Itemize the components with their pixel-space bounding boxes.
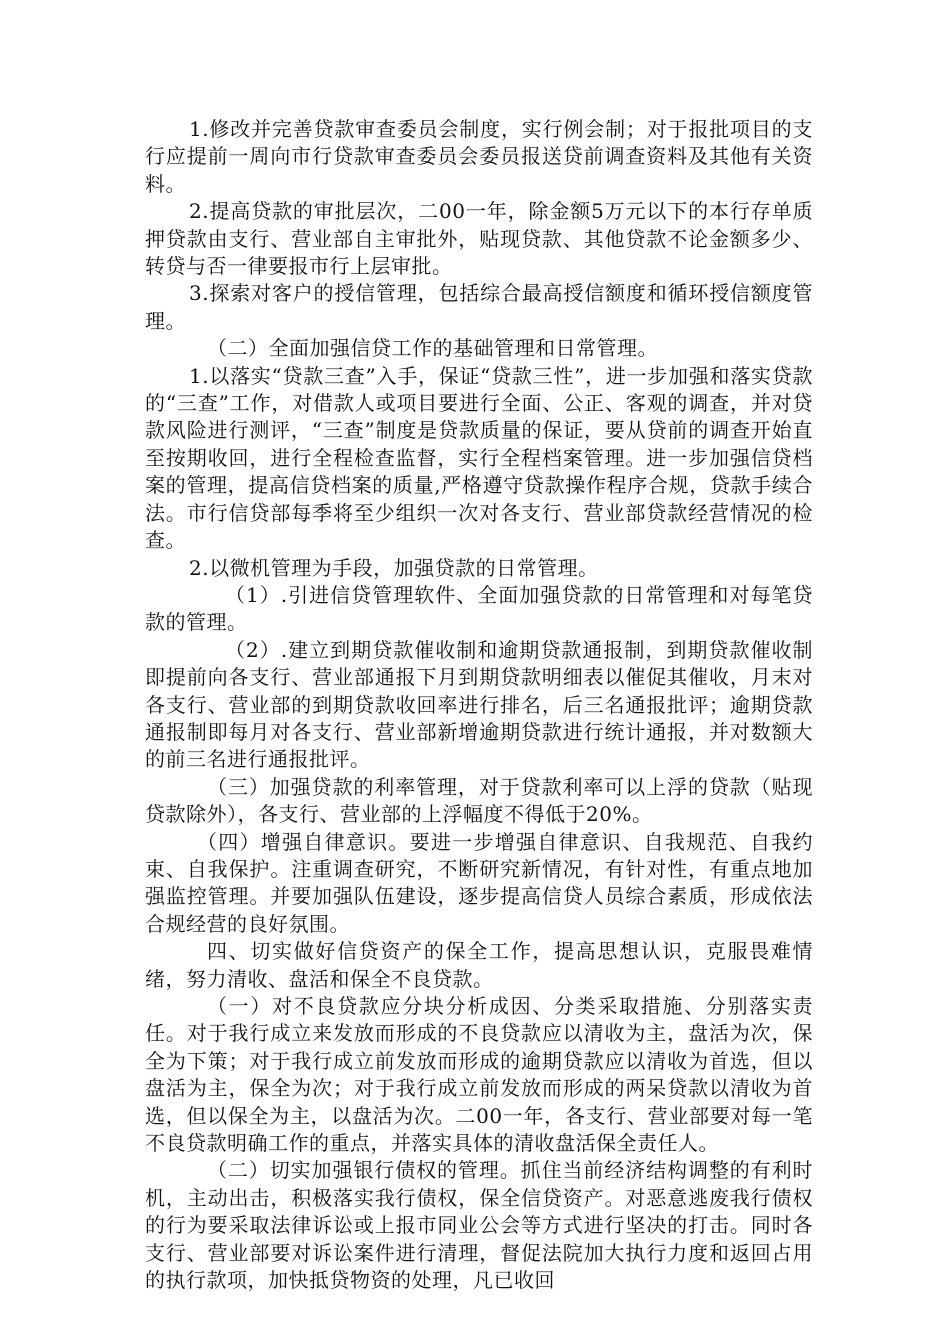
paragraph: （1）.引进信贷管理软件、全面加强贷款的日常管理和对每笔贷款的管理。 [145,582,813,635]
paragraph: 1.以落实“贷款三查”入手，保证“贷款三性”，进一步加强和落实贷款的“三查”工作，对借款人或项目要进行全面、公正、客观的调查，并对贷款风险进行测评，“三查”制度是贷款质量的保证，要从贷前的调查开始直至按期收回，进行全程检查监督，实行全程档案管理。进一步加强信贷档案的管理，提高信贷档案的质量,严格遵守贷款操作程序合规，贷款手续合法。市行信贷部每季将至少组织一次对各支行、营业部贷款经营情况的检查。 [145,363,813,553]
paragraph: （一）对不良贷款应分块分析成因、分类采取措施、分别落实责任。对于我行成立来发放而形成的不良贷款应以清收为主，盘活为次，保全为下策；对于我行成立前发放而形成的逾期贷款应以清收为首选，但以盘活为主，保全为次；对于我行成立前发放而形成的两呆贷款以清收为首选，但以保全为主，以盘活为次。二00一年，各支行、营业部要对每一笔不良贷款明确工作的重点，并落实具体的清收盘活保全责任人。 [145,994,813,1156]
paragraph: 2.提高贷款的审批层次，二00一年，除金额5万元以下的本行存单质押贷款由支行、营业部自主审批外，贴现贷款、其他贷款不论金额多少、转贷与否一律要报市行上层审批。 [145,199,813,279]
paragraph: （三）加强贷款的利率管理，对于贷款利率可以上浮的贷款（贴现贷款除外），各支行、营业部的上浮幅度不得低于20%。 [145,774,813,827]
paragraph: 3.探索对客户的授信管理，包括综合最高授信额度和循环授信额度管理。 [145,281,813,333]
document-body [145,116,813,1294]
paragraph: （四）增强自律意识。要进一步增强自律意识、自我规范、自我约束、自我保护。注重调查研究，不断研究新情况，有针对性，有重点地加强监控管理。并要加强队伍建设，逐步提高信贷人员综合素质，形成依法合规经营的良好氛围。 [145,829,813,936]
paragraph: 1.修改并完善贷款审查委员会制度，实行例会制；对于报批项目的支行应提前一周向市行贷款审查委员会委员报送贷前调查资料及其他有关资料。 [145,117,813,196]
paragraph: （2）.建立到期贷款催收制和逾期贷款通报制，到期贷款催收制即提前向各支行、营业部通报下月到期贷款明细表以催促其催收，月末对各支行、营业部的到期贷款收回率进行排名，后三名通报批评；逾期贷款通报制即每月对各支行、营业部新增逾期贷款进行统计通报，并对数额大的前三名进行通报批评。 [145,637,813,772]
section-heading: （二）全面加强信贷工作的基础管理和日常管理。 [207,336,658,361]
paragraph: （二）切实加强银行债权的管理。抓住当前经济结构调整的有利时机，主动出击，积极落实我行债权，保全信贷资产。对恶意逃废我行债权的行为要采取法律诉讼或上报市同业公会等方式进行坚决的打击。同时各支行、营业部要对诉讼案件进行清理，督促法院加大执行力度和返回占用的执行款项，加快抵贷物资的处理，凡已收回 [145,1158,813,1293]
paragraph: 2.以微机管理为手段，加强贷款的日常管理。 [189,555,599,580]
section-heading: 四、切实做好信贷资产的保全工作，提高思想认识，克服畏难情绪，努力清收、盘活和保全不良贷款。 [145,939,813,991]
